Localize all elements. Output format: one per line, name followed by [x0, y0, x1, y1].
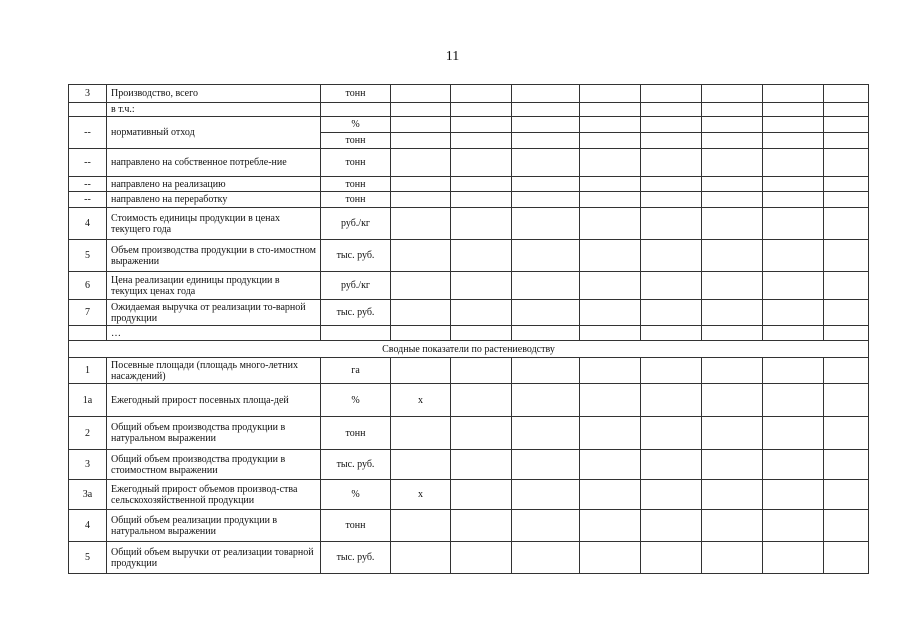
row-number: 1 — [69, 358, 107, 384]
data-cell[interactable] — [641, 133, 702, 149]
row-label: Объем производства продукции в сто-имостном выражении — [107, 240, 321, 272]
data-cell[interactable] — [391, 103, 451, 117]
data-cell[interactable] — [512, 177, 580, 192]
data-cell[interactable] — [763, 510, 824, 542]
data-cell[interactable] — [702, 103, 763, 117]
data-cell[interactable] — [763, 272, 824, 300]
data-cell[interactable] — [512, 149, 580, 177]
row-unit: % — [321, 117, 391, 133]
row-number: 5 — [69, 240, 107, 272]
data-cell[interactable] — [451, 85, 512, 103]
data-cell[interactable] — [391, 272, 451, 300]
data-cell[interactable] — [641, 417, 702, 450]
data-cell[interactable] — [580, 542, 641, 574]
data-cell[interactable] — [580, 240, 641, 272]
row-unit: % — [321, 384, 391, 417]
data-cell[interactable] — [451, 384, 512, 417]
data-cell[interactable] — [763, 208, 824, 240]
data-cell[interactable] — [824, 177, 869, 192]
data-cell[interactable] — [702, 149, 763, 177]
data-cell[interactable] — [702, 384, 763, 417]
data-cell[interactable] — [824, 417, 869, 450]
data-cell[interactable] — [512, 192, 580, 208]
row-number — [69, 326, 107, 341]
data-cell[interactable] — [702, 542, 763, 574]
data-cell[interactable] — [763, 103, 824, 117]
data-cell[interactable] — [641, 358, 702, 384]
data-cell[interactable] — [580, 117, 641, 133]
data-cell[interactable] — [702, 85, 763, 103]
table-row — [69, 192, 869, 208]
row-label: Общий объем производства продукции в стоимостном выражении — [107, 450, 321, 480]
data-cell[interactable] — [641, 510, 702, 542]
row-label: Цена реализации единицы продукции в текущих ценах года — [107, 272, 321, 300]
data-cell[interactable] — [512, 510, 580, 542]
section-title: Сводные показатели по растениеводству — [69, 341, 869, 358]
data-cell[interactable] — [824, 103, 869, 117]
data-cell[interactable] — [641, 208, 702, 240]
data-cell[interactable] — [824, 208, 869, 240]
row-unit: тонн — [321, 177, 391, 192]
row-unit: тыс. руб. — [321, 240, 391, 272]
row-number: 1а — [69, 384, 107, 417]
data-cell[interactable] — [702, 177, 763, 192]
data-cell[interactable] — [580, 417, 641, 450]
data-cell[interactable] — [641, 542, 702, 574]
data-cell[interactable] — [512, 300, 580, 326]
data-cell[interactable] — [763, 300, 824, 326]
data-cell[interactable] — [391, 542, 451, 574]
row-unit — [321, 326, 391, 341]
row-unit: тыс. руб. — [321, 450, 391, 480]
data-cell[interactable] — [702, 240, 763, 272]
data-cell[interactable] — [451, 542, 512, 574]
row-number: 3а — [69, 480, 107, 510]
data-cell[interactable] — [451, 208, 512, 240]
row-number: 4 — [69, 208, 107, 240]
data-cell[interactable] — [763, 450, 824, 480]
data-cell[interactable] — [641, 384, 702, 417]
row-number: 7 — [69, 300, 107, 326]
row-unit: тонн — [321, 417, 391, 450]
row-unit: руб./кг — [321, 272, 391, 300]
data-cell[interactable] — [702, 358, 763, 384]
data-cell[interactable] — [451, 103, 512, 117]
row-label: нормативный отход — [107, 117, 321, 149]
data-cell[interactable] — [824, 450, 869, 480]
data-cell[interactable] — [702, 192, 763, 208]
data-cell[interactable] — [763, 192, 824, 208]
data-cell[interactable] — [580, 358, 641, 384]
data-cell[interactable] — [451, 326, 512, 341]
row-number: -- — [69, 177, 107, 192]
row-unit: тонн — [321, 149, 391, 177]
table-row — [69, 384, 869, 417]
data-cell[interactable] — [702, 272, 763, 300]
row-number — [69, 103, 107, 117]
data-cell[interactable]: х — [391, 480, 451, 510]
data-cell[interactable] — [763, 117, 824, 133]
table-row — [69, 85, 869, 103]
data-cell[interactable] — [580, 480, 641, 510]
data-cell[interactable] — [824, 149, 869, 177]
data-cell[interactable] — [702, 117, 763, 133]
row-unit: тонн — [321, 85, 391, 103]
data-cell[interactable] — [824, 510, 869, 542]
data-cell[interactable] — [702, 480, 763, 510]
data-cell[interactable] — [391, 417, 451, 450]
data-cell[interactable] — [391, 85, 451, 103]
data-cell[interactable] — [763, 480, 824, 510]
data-cell[interactable] — [580, 103, 641, 117]
data-cell[interactable] — [512, 272, 580, 300]
data-cell[interactable] — [451, 417, 512, 450]
row-number: -- — [69, 192, 107, 208]
data-cell[interactable] — [451, 240, 512, 272]
row-label: Производство, всего — [107, 85, 321, 103]
data-cell[interactable] — [702, 133, 763, 149]
table-row — [69, 450, 869, 480]
row-number: 2 — [69, 417, 107, 450]
data-cell[interactable] — [824, 358, 869, 384]
row-number: 3 — [69, 450, 107, 480]
data-cell[interactable] — [702, 300, 763, 326]
data-cell[interactable] — [580, 208, 641, 240]
data-cell[interactable] — [824, 117, 869, 133]
data-cell[interactable] — [763, 149, 824, 177]
data-cell[interactable] — [451, 117, 512, 133]
table-row — [69, 417, 869, 450]
row-number: -- — [69, 117, 107, 149]
data-cell[interactable] — [641, 240, 702, 272]
row-number: 6 — [69, 272, 107, 300]
table-row — [69, 149, 869, 177]
data-cell[interactable] — [580, 510, 641, 542]
row-number: -- — [69, 149, 107, 177]
section-row — [69, 341, 869, 358]
table-row — [69, 177, 869, 192]
row-number: 5 — [69, 542, 107, 574]
row-unit: тонн — [321, 133, 391, 149]
data-cell[interactable] — [824, 480, 869, 510]
data-cell[interactable] — [763, 177, 824, 192]
data-cell[interactable] — [451, 480, 512, 510]
data-cell[interactable] — [391, 192, 451, 208]
data-cell[interactable] — [702, 208, 763, 240]
data-cell[interactable] — [580, 326, 641, 341]
data-cell[interactable] — [641, 192, 702, 208]
table-row — [69, 117, 869, 133]
data-cell[interactable] — [824, 384, 869, 417]
data-cell[interactable] — [641, 117, 702, 133]
data-cell[interactable] — [451, 133, 512, 149]
page-number: 11 — [445, 49, 460, 64]
table-row — [69, 240, 869, 272]
data-cell[interactable] — [824, 192, 869, 208]
data-cell[interactable] — [512, 480, 580, 510]
data-cell[interactable] — [824, 85, 869, 103]
data-cell[interactable] — [451, 510, 512, 542]
table-row — [69, 358, 869, 384]
data-cell[interactable] — [824, 133, 869, 149]
data-cell[interactable] — [512, 240, 580, 272]
data-cell[interactable] — [580, 177, 641, 192]
data-cell[interactable] — [641, 300, 702, 326]
data-cell[interactable] — [512, 450, 580, 480]
data-cell[interactable] — [391, 326, 451, 341]
data-cell[interactable] — [512, 208, 580, 240]
data-cell[interactable] — [824, 272, 869, 300]
data-cell[interactable] — [451, 149, 512, 177]
data-cell[interactable] — [580, 133, 641, 149]
data-cell[interactable] — [824, 326, 869, 341]
row-unit — [321, 103, 391, 117]
data-cell[interactable] — [641, 450, 702, 480]
data-cell[interactable] — [641, 177, 702, 192]
data-cell[interactable] — [824, 240, 869, 272]
data-cell[interactable] — [763, 384, 824, 417]
data-cell[interactable] — [641, 326, 702, 341]
row-unit: % — [321, 480, 391, 510]
data-cell[interactable] — [451, 450, 512, 480]
data-cell[interactable] — [641, 149, 702, 177]
data-cell[interactable] — [580, 272, 641, 300]
data-cell[interactable] — [451, 177, 512, 192]
data-cell[interactable] — [512, 133, 580, 149]
data-cell[interactable] — [451, 192, 512, 208]
data-cell[interactable]: х — [391, 384, 451, 417]
data-cell[interactable] — [763, 240, 824, 272]
table-row — [69, 480, 869, 510]
table-row — [69, 326, 869, 341]
data-cell[interactable] — [391, 450, 451, 480]
row-label: направлено на реализацию — [107, 177, 321, 192]
data-cell[interactable] — [763, 417, 824, 450]
row-number: 4 — [69, 510, 107, 542]
data-cell[interactable] — [763, 133, 824, 149]
row-unit: тыс. руб. — [321, 300, 391, 326]
table-row — [69, 103, 869, 117]
row-label: Ежегодный прирост объемов производ-ства сельскохозяйственной продукции — [107, 480, 321, 510]
row-label: Общий объем реализации продукции в натуральном выражении — [107, 510, 321, 542]
row-label: направлено на собственное потребле-ние — [107, 149, 321, 177]
data-cell[interactable] — [512, 326, 580, 341]
data-cell[interactable] — [512, 542, 580, 574]
data-cell[interactable] — [763, 358, 824, 384]
data-cell[interactable] — [641, 85, 702, 103]
data-cell[interactable] — [451, 272, 512, 300]
data-cell[interactable] — [763, 85, 824, 103]
data-cell[interactable] — [391, 208, 451, 240]
data-cell[interactable] — [512, 103, 580, 117]
data-cell[interactable] — [512, 358, 580, 384]
row-unit: тонн — [321, 510, 391, 542]
table-row — [69, 300, 869, 326]
data-cell[interactable] — [391, 300, 451, 326]
table-row — [69, 510, 869, 542]
row-unit: тонн — [321, 192, 391, 208]
data-cell[interactable] — [512, 417, 580, 450]
data-cell[interactable] — [763, 542, 824, 574]
table-row — [69, 542, 869, 574]
data-cell[interactable] — [763, 326, 824, 341]
data-cell[interactable] — [641, 103, 702, 117]
data-cell[interactable] — [391, 177, 451, 192]
row-unit: руб./кг — [321, 208, 391, 240]
indicators-table — [68, 84, 869, 574]
data-cell[interactable] — [824, 542, 869, 574]
data-cell[interactable] — [580, 192, 641, 208]
row-label: Общий объем производства продукции в натуральном выражении — [107, 417, 321, 450]
data-cell[interactable] — [391, 358, 451, 384]
data-cell[interactable] — [512, 85, 580, 103]
row-label: направлено на переработку — [107, 192, 321, 208]
row-label: Общий объем выручки от реализации товарной продукции — [107, 542, 321, 574]
data-cell[interactable] — [391, 149, 451, 177]
data-cell[interactable] — [391, 117, 451, 133]
row-label: Ожидаемая выручка от реализации то-варной продукции — [107, 300, 321, 326]
data-cell[interactable] — [391, 133, 451, 149]
row-number: 3 — [69, 85, 107, 103]
data-cell[interactable] — [702, 326, 763, 341]
row-label: Стоимость единицы продукции в ценах текущего года — [107, 208, 321, 240]
data-cell[interactable] — [580, 85, 641, 103]
table-row — [69, 208, 869, 240]
data-cell[interactable] — [580, 450, 641, 480]
data-cell[interactable] — [702, 510, 763, 542]
data-cell[interactable] — [451, 358, 512, 384]
data-cell[interactable] — [702, 450, 763, 480]
row-label: Посевные площади (площадь много-летних насаждений) — [107, 358, 321, 384]
data-cell[interactable] — [512, 384, 580, 417]
row-unit: га — [321, 358, 391, 384]
data-cell[interactable] — [451, 300, 512, 326]
data-cell[interactable] — [580, 149, 641, 177]
data-cell[interactable] — [824, 300, 869, 326]
row-label: Ежегодный прирост посевных площа-дей — [107, 384, 321, 417]
data-cell[interactable] — [512, 117, 580, 133]
data-cell[interactable] — [391, 240, 451, 272]
data-cell[interactable] — [580, 384, 641, 417]
row-label: … — [107, 326, 321, 341]
data-cell[interactable] — [641, 272, 702, 300]
row-label: в т.ч.: — [107, 103, 321, 117]
data-cell[interactable] — [391, 510, 451, 542]
table-row — [69, 272, 869, 300]
data-cell[interactable] — [641, 480, 702, 510]
row-unit: тыс. руб. — [321, 542, 391, 574]
data-cell[interactable] — [702, 417, 763, 450]
data-cell[interactable] — [580, 300, 641, 326]
